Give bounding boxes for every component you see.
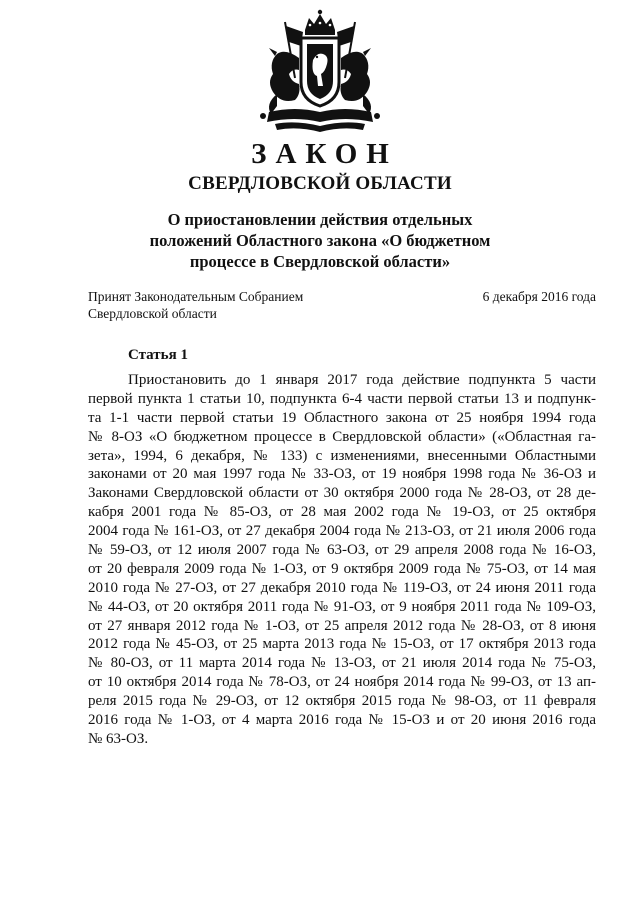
- ribbon-icon: [260, 109, 380, 132]
- shield-icon: [301, 38, 339, 106]
- article-line: 2016 года № 1-ОЗ, от 4 марта 2016 года № 15-ОЗ и от 20 июня 2016 года: [88, 712, 596, 729]
- document-heading: [120, 209, 520, 272]
- adoption-date: 6 декабря 2016 года: [482, 289, 596, 304]
- article-line: от 27 января 2012 года № 1-ОЗ, от 25 апреля 2012 года № 28-ОЗ, от 8 июня: [88, 617, 596, 634]
- adopted-by: [88, 288, 303, 322]
- heading-line: положений Областного закона «О бюджетном: [149, 231, 491, 250]
- article-line: № 63-ОЗ.: [88, 730, 149, 747]
- article-line: Приостановить до 1 января 2017 года действие подпункта 5 части: [128, 372, 596, 388]
- article-heading: Статья 1: [128, 347, 188, 363]
- article-line: законами от 20 мая 1997 года № 33-ОЗ, от 19 ноября 1998 года № 36-ОЗ и: [88, 466, 596, 483]
- article-line: № 80-ОЗ, от 11 марта 2014 года № 13-ОЗ, от 21 июля 2014 года № 75-ОЗ,: [88, 655, 596, 672]
- coat-of-arms-icon: [255, 8, 385, 136]
- article-line: 2012 года № 45-ОЗ, от 25 марта 2013 года № 15-ОЗ, от 17 октября 2013 года: [88, 636, 596, 653]
- article-line: первой пункта 1 статьи 10, подпункта 6-4 части первой статьи 13 и подпунк-: [88, 390, 596, 407]
- article-line: № 44-ОЗ, от 20 октября 2011 года № 91-ОЗ, от 9 ноября 2011 года № 109-ОЗ,: [88, 598, 596, 615]
- article-line: реля 2015 года № 29-ОЗ, от 12 октября 2015 года № 98-ОЗ, от 11 февраля: [88, 693, 596, 710]
- law-subtitle: СВЕРДЛОВСКОЙ ОБЛАСТИ: [188, 173, 452, 194]
- heading-line: процессе в Свердловской области»: [189, 252, 451, 271]
- article-line: та 1-1 части первой статьи 19 Областного закона от 25 ноября 1994 года: [88, 409, 596, 426]
- article-line: № 59-ОЗ, от 12 июля 2007 года № 63-ОЗ, от 29 апреля 2008 года № 16-ОЗ,: [88, 542, 596, 559]
- article-line: Законами Свердловской области от 30 октября 2000 года № 28-ОЗ, от 28 де-: [88, 485, 596, 502]
- law-title: ЗАКОН: [251, 138, 398, 170]
- article-line: № 8-ОЗ «О бюджетном процессе в Свердловской области» («Областная га-: [88, 428, 596, 445]
- sable-right-icon: [341, 48, 372, 114]
- sable-left-icon: [269, 48, 300, 114]
- article-body: [88, 371, 596, 749]
- adopted-line: Свердловской области: [88, 306, 217, 321]
- article-line: 2010 года № 27-ОЗ, от 27 декабря 2010 года № 119-ОЗ, от 24 июня 2011 года: [88, 579, 596, 596]
- adopted-line: Принят Законодательным Собранием: [88, 289, 304, 304]
- heading-line: О приостановлении действия отдельных: [167, 210, 473, 229]
- crown-icon: [305, 10, 335, 35]
- article-line: зета», 1994, 6 декабря, № 133) с изменениями, внесенными Областными: [88, 447, 596, 464]
- article-line: от 20 февраля 2009 года № 1-ОЗ, от 9 октября 2009 года № 75-ОЗ, от 14 мая: [88, 560, 596, 577]
- article-line: кабря 2001 года № 85-ОЗ, от 28 мая 2002 года № 19-ОЗ, от 25 октября: [88, 504, 596, 521]
- article-line: от 10 октября 2014 года № 78-ОЗ, от 24 ноября 2014 года № 99-ОЗ, от 13 ап-: [88, 674, 596, 691]
- article-line: 2004 года № 161-ОЗ, от 27 декабря 2004 года № 213-ОЗ, от 21 июля 2006 года: [88, 523, 596, 540]
